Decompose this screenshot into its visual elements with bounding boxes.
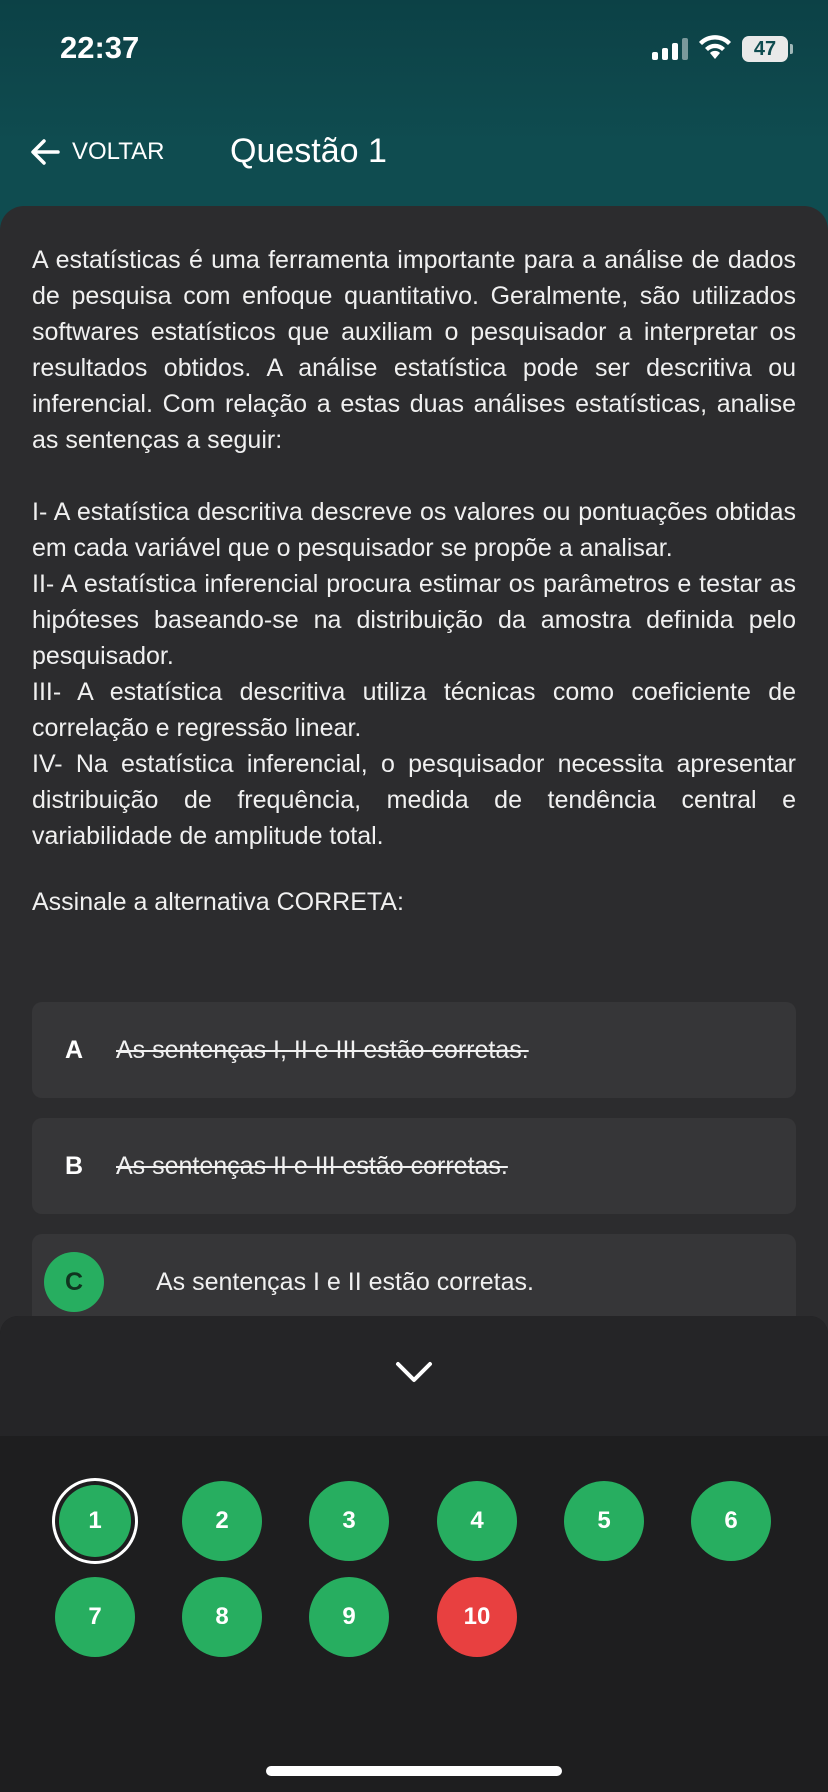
header (0, 0, 828, 240)
option-text: As sentenças I, II e III estão corretas. (116, 1035, 529, 1064)
arrow-left-icon (28, 135, 62, 169)
question-number-1[interactable]: 1 (59, 1485, 131, 1557)
question-number-10[interactable]: 10 (437, 1577, 517, 1657)
question-number-7[interactable]: 7 (55, 1577, 135, 1657)
question-number-2[interactable]: 2 (182, 1481, 262, 1561)
wifi-icon (697, 33, 733, 61)
question-number-9[interactable]: 9 (309, 1577, 389, 1657)
back-label: VOLTAR (72, 138, 165, 165)
status-time: 22:37 (60, 30, 140, 65)
chevron-down-icon (394, 1358, 434, 1386)
option-letter: B (64, 1151, 84, 1180)
question-number-3[interactable]: 3 (309, 1481, 389, 1561)
question-number-8[interactable]: 8 (182, 1577, 262, 1657)
back-button[interactable] (28, 132, 164, 172)
battery-tip (790, 44, 793, 54)
option-letter-selected: C (44, 1252, 104, 1312)
option-b[interactable] (32, 1118, 796, 1214)
question-text: A estatísticas é uma ferramenta importante para a análise de dados de pesquisa com enfoque quantitativo. Geralmente, são utilizados softwares estatísticos que auxiliam o pesquisador a interpretar os resultados obtidos. A análise estatística pode ser descritiva ou inferencial. Com relação a estas duas análises estatísticas, analise as sentenças a seguir: I- A estatística descritiva descreve os valores ou pontuações obtidas em cada variável que o pesquisador se propõe a analisar. II- A estatística inferencial procura estimar os parâmetros e testar as hipóteses baseando-se na distribuição da amostra definida pelo pesquisador. III- A estatística descritiva utiliza técnicas como coeficiente de correlação e regressão linear. IV- Na estatística inferencial, o pesquisador necessita apresentar distribuição de frequência, medida de tendência central e variabilidade de amplitude total. (32, 246, 796, 850)
option-text: As sentenças II e III estão corretas. (116, 1151, 508, 1180)
cellular-signal-icon (652, 38, 690, 60)
option-text: As sentenças I e II estão corretas. (156, 1267, 534, 1296)
question-number-4[interactable]: 4 (437, 1481, 517, 1561)
question-number-5[interactable]: 5 (564, 1481, 644, 1561)
page-title: Questão 1 (230, 132, 387, 170)
option-a[interactable] (32, 1002, 796, 1098)
question-number-6[interactable]: 6 (691, 1481, 771, 1561)
collapse-panel-button[interactable] (0, 1316, 828, 1436)
question-prompt: Assinale a alternativa CORRETA: (32, 888, 404, 916)
home-indicator[interactable] (266, 1766, 562, 1776)
option-letter: A (64, 1035, 84, 1064)
battery-icon: 47 (742, 36, 788, 62)
question-navigator (0, 1316, 828, 1792)
question-card (0, 206, 828, 1356)
